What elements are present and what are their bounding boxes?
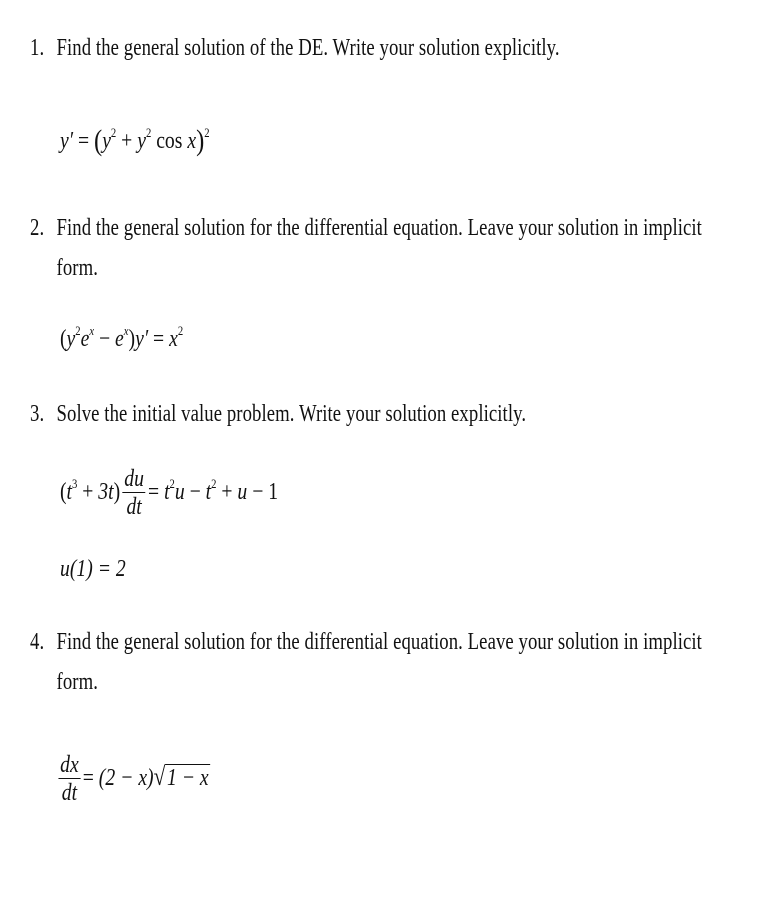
eq2-x-exp: 2: [177, 323, 184, 338]
problem-4-number: 4.: [30, 629, 45, 655]
eq3-t1: t: [66, 479, 73, 506]
eq3-equals: =: [148, 479, 160, 506]
eq4-fraction: [58, 752, 80, 807]
eq2-e1: e: [80, 326, 90, 352]
problem-2: [30, 208, 760, 288]
problem-2-text-line1: Find the general solution for the differential equation. Leave your solution in implicit: [56, 215, 702, 241]
problem-3-number: 3.: [30, 401, 45, 427]
eq1-exp-2: 2: [145, 125, 152, 140]
eq1-equals: =: [77, 128, 90, 154]
problem-2-text-line2: form.: [56, 255, 98, 281]
eq1-exp-1: 2: [110, 125, 117, 140]
eq1-cos: cos: [156, 128, 183, 154]
problem-2-statement: [30, 208, 755, 288]
eq2-y: y: [66, 326, 76, 352]
problem-3-equation: [60, 466, 278, 521]
eq3-numerator: du: [124, 466, 144, 492]
eq3-one: 1: [268, 479, 279, 506]
eq2-yprime: y′: [135, 326, 149, 352]
eq3-minus1: −: [189, 479, 201, 506]
eq4-sqrt: [154, 762, 211, 792]
problem-3-initial-condition: u(1) = 2: [60, 556, 126, 582]
eq3-t3-exp: 2: [211, 476, 217, 492]
eq1-term-y2: y: [137, 128, 146, 154]
eq2-e1-exp: x: [89, 323, 95, 338]
problem-4-text-line2: form.: [56, 669, 98, 695]
eq1-lhs: y′: [60, 128, 74, 154]
eq2-open-paren: (: [60, 326, 67, 352]
eq1-plus: +: [121, 128, 133, 154]
eq3-u2: u: [237, 479, 248, 506]
eq4-equals: =: [82, 765, 94, 792]
eq3-close-paren: ): [113, 479, 121, 506]
eq2-equals: =: [153, 326, 165, 352]
eq3-u1: u: [174, 479, 185, 506]
problem-4-text-line1: Find the general solution for the differential equation. Leave your solution in implicit: [56, 629, 702, 655]
eq3-minus2: −: [252, 479, 264, 506]
eq3-plus2: +: [221, 479, 233, 506]
eq3-open-paren: (: [60, 479, 67, 506]
problem-1-statement: [30, 28, 755, 68]
eq3-denominator: dt: [126, 494, 142, 520]
eq4-radicand: 1 − x: [166, 765, 209, 792]
problem-3: [30, 394, 760, 434]
eq3-t2: t: [164, 479, 170, 506]
eq2-x: x: [169, 326, 178, 352]
eq2-e2: e: [115, 326, 124, 352]
eq2-e2-exp: x: [123, 323, 129, 338]
eq1-close-paren: ): [196, 124, 205, 157]
problem-3-text: Solve the initial value problem. Write your solution explicitly.: [56, 401, 527, 427]
sqrt-icon: √: [153, 762, 166, 792]
eq2-minus: −: [99, 326, 111, 352]
eq2-y-exp: 2: [75, 323, 81, 338]
eq1-open-paren: (: [93, 124, 103, 157]
eq4-denominator: dt: [61, 780, 78, 806]
eq3-fraction: [123, 466, 146, 521]
eq1-exp-3: 2: [204, 125, 210, 140]
problem-2-number: 2.: [30, 215, 45, 241]
eq3-3t: 3t: [98, 479, 114, 506]
eq4-factor: (2 − x): [98, 765, 154, 792]
problem-4-equation: [56, 752, 210, 807]
eq2-close-paren: ): [128, 326, 136, 352]
eq3-t3: t: [205, 479, 212, 506]
eq4-numerator: dx: [60, 752, 79, 778]
problem-4: [30, 622, 760, 702]
problem-1-text: Find the general solution of the DE. Write your solution explicitly.: [56, 35, 560, 61]
eq3-t1-exp: 3: [72, 476, 78, 492]
eq3-t2-exp: 2: [169, 476, 175, 492]
problem-1-equation: [60, 124, 210, 158]
problem-2-equation: [60, 323, 184, 353]
eq1-term-y: y: [102, 128, 111, 154]
problem-3-statement: [30, 394, 755, 434]
eq1-x: x: [187, 128, 197, 154]
problem-1-number: 1.: [30, 35, 45, 61]
eq3-plus1: +: [82, 479, 94, 506]
problem-4-statement: [30, 622, 755, 702]
problem-1: [30, 28, 760, 68]
